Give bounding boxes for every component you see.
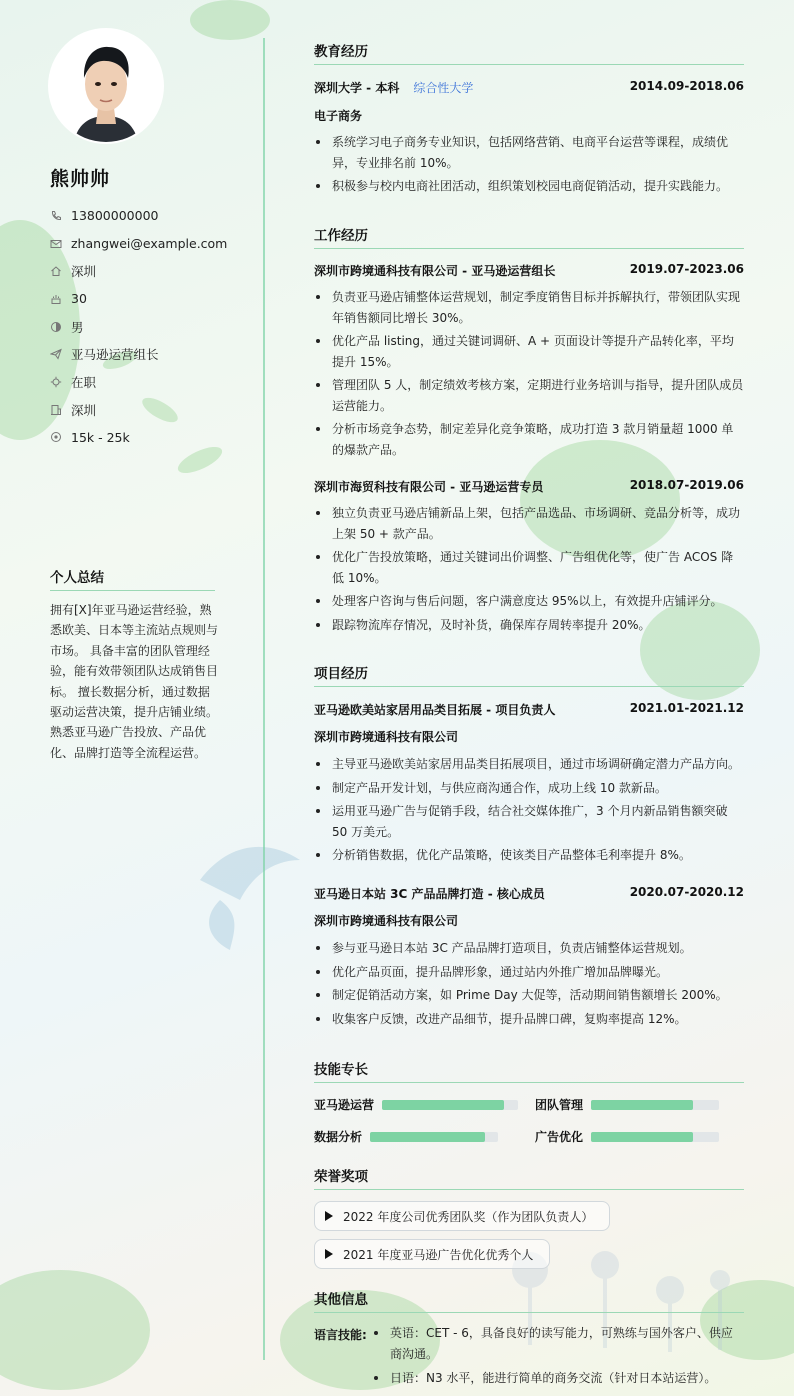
- skill-fill: [591, 1132, 693, 1142]
- list-item: 负责亚马逊店铺整体运营规划，制定季度销售目标并拆解执行，带领团队实现年销售额同比增长 30%。: [314, 287, 744, 328]
- job-row: [314, 478, 744, 495]
- project-date: 2020.07-2020.12: [629, 885, 744, 899]
- list-item: 积极参与校内电商社团活动，组织策划校园电商促销活动，提升实践能力。: [314, 176, 744, 197]
- info-city: [50, 396, 227, 424]
- email-value: zhangwei@example.com: [71, 236, 228, 252]
- home-icon: [50, 265, 62, 277]
- list-item: 优化广告投放策略，通过关键词出价调整、广告组优化等，使广告 ACOS 降低 10%。: [314, 547, 744, 588]
- education-bullets: [314, 132, 744, 200]
- position-value: 亚马逊运营组长: [71, 347, 159, 363]
- gender-value: 男: [71, 319, 84, 335]
- candidate-name: 熊帅帅: [50, 168, 111, 190]
- project-row: [314, 885, 744, 902]
- list-item: 运用亚马逊广告与促销手段，结合社交媒体推广，3 个月内新品销售额突破 50 万美元。: [314, 801, 744, 842]
- award-label: 2021 年度亚马逊广告优化优秀个人: [343, 1247, 534, 1262]
- job-row: [314, 262, 744, 279]
- info-phone: [50, 202, 227, 230]
- list-item: 分析销售数据，优化产品策略，使该类目产品整体毛利率提升 8%。: [314, 845, 744, 866]
- skill-item: [535, 1128, 719, 1145]
- education-school: 深圳大学 - 本科: [314, 81, 400, 95]
- info-email: [50, 230, 227, 258]
- send-icon: [50, 348, 62, 360]
- info-position: [50, 340, 227, 368]
- project-heading: 亚马逊日本站 3C 产品品牌打造 - 核心成员: [314, 887, 545, 901]
- avatar-portrait-icon: [50, 30, 162, 142]
- skill-name: 亚马逊运营: [314, 1098, 375, 1112]
- skill-name: 广告优化: [535, 1130, 584, 1144]
- language-list: [372, 1323, 744, 1393]
- contact-info-list: [50, 202, 227, 451]
- building-icon: [50, 404, 62, 416]
- list-item: 处理客户咨询与售后问题，客户满意度达 95%以上，有效提升店铺评分。: [314, 591, 744, 612]
- list-item: 系统学习电子商务专业知识，包括网络营销、电商平台运营等课程，成绩优异，专业排名前 10%。: [314, 132, 744, 173]
- cake-icon: [50, 293, 62, 305]
- summary-title: 个人总结: [50, 566, 215, 591]
- info-status: [50, 368, 227, 396]
- projects-title: 项目经历: [314, 662, 744, 687]
- list-item: 收集客户反馈，改进产品细节，提升品牌口碑，复购率提高 12%。: [314, 1009, 744, 1030]
- project-bullets: [314, 754, 744, 869]
- project-row: [314, 701, 744, 718]
- skill-item: [535, 1096, 719, 1113]
- project-company: 深圳市跨境通科技有限公司: [314, 730, 459, 744]
- list-item: 跟踪物流库存情况，及时补货，确保库存周转率提升 20%。: [314, 615, 744, 636]
- award-item[interactable]: [314, 1201, 610, 1231]
- skill-item: [314, 1128, 498, 1145]
- age-value: 30: [71, 291, 87, 307]
- skill-name: 团队管理: [535, 1098, 584, 1112]
- skill-fill: [382, 1100, 504, 1110]
- list-item: 分析市场竞争态势，制定差异化竞争策略，成功打造 3 款月销量超 1000 单的爆款产品。: [314, 419, 744, 460]
- list-item: 主导亚马逊欧美站家居用品类目拓展项目，通过市场调研确定潜力产品方向。: [314, 754, 744, 775]
- job-heading: 深圳市海贸科技有限公司 - 亚马逊运营专员: [314, 480, 544, 494]
- project-company: 深圳市跨境通科技有限公司: [314, 914, 459, 928]
- phone-value: 13800000000: [71, 208, 159, 224]
- city-value: 深圳: [71, 402, 97, 418]
- education-school-group: [314, 79, 473, 96]
- info-age: [50, 285, 227, 313]
- job-date: 2019.07-2023.06: [629, 262, 744, 276]
- info-gender: [50, 313, 227, 341]
- skill-fill: [370, 1132, 485, 1142]
- list-item: 优化产品页面，提升品牌形象，通过站内外推广增加品牌曝光。: [314, 962, 744, 983]
- skill-name: 数据分析: [314, 1130, 363, 1144]
- info-location: [50, 257, 227, 285]
- education-row: [314, 79, 744, 96]
- column-divider: [263, 38, 265, 1360]
- education-major: 电子商务: [314, 109, 363, 123]
- status-value: 在职: [71, 374, 97, 390]
- job-heading: 深圳市跨境通科技有限公司 - 亚马逊运营组长: [314, 264, 556, 278]
- status-icon: [50, 376, 62, 388]
- work-title: 工作经历: [314, 224, 744, 249]
- job-bullets: [314, 503, 744, 638]
- summary-text: 拥有[X]年亚马逊运营经验，熟悉欧美、日本等主流站点规则与市场。 具备丰富的团队管理经验，能有效带领团队达成销售目标。 擅长数据分析，通过数据驱动运营决策，提升店铺业绩。 熟悉亚马逊广告投放、产品优化、品牌打造等全流程运营。: [50, 603, 219, 760]
- awards-title: 荣誉奖项: [314, 1165, 744, 1190]
- other-title: 其他信息: [314, 1288, 744, 1313]
- avatar: [50, 30, 162, 142]
- list-item: 英语：CET - 6，具备良好的读写能力，可熟练与国外客户、供应商沟通。: [372, 1323, 744, 1364]
- expand-triangle-icon: [325, 1211, 333, 1221]
- skill-bar: [591, 1132, 719, 1142]
- mail-icon: [50, 238, 62, 250]
- left-column: [0, 0, 262, 1396]
- list-item: 参与亚马逊日本站 3C 产品品牌打造项目，负责店铺整体运营规划。: [314, 938, 744, 959]
- language-label: 语言技能:: [314, 1328, 367, 1342]
- phone-icon: [50, 210, 62, 222]
- list-item: 管理团队 5 人，制定绩效考核方案，定期进行业务培训与指导，提升团队成员运营能力。: [314, 375, 744, 416]
- list-item: 制定促销活动方案，如 Prime Day 大促等，活动期间销售额增长 200%。: [314, 985, 744, 1006]
- project-date: 2021.01-2021.12: [629, 701, 744, 715]
- expand-triangle-icon: [325, 1249, 333, 1259]
- education-tag: 综合性大学: [413, 81, 474, 95]
- list-item: 制定产品开发计划，与供应商沟通合作，成功上线 10 款新品。: [314, 778, 744, 799]
- education-date: 2014.09-2018.06: [629, 79, 744, 93]
- location-value: 深圳: [71, 264, 97, 280]
- gender-icon: [50, 321, 62, 333]
- list-item: 独立负责亚马逊店铺新品上架，包括产品选品、市场调研、竞品分析等，成功上架 50 + 款产品。: [314, 503, 744, 544]
- job-date: 2018.07-2019.06: [629, 478, 744, 492]
- project-heading: 亚马逊欧美站家居用品类目拓展 - 项目负责人: [314, 703, 556, 717]
- list-item: 优化产品 listing，通过关键词调研、A + 页面设计等提升产品转化率，平均提升 15%。: [314, 331, 744, 372]
- skill-fill: [591, 1100, 693, 1110]
- info-salary: [50, 424, 227, 452]
- skill-bar: [370, 1132, 498, 1142]
- list-item: 日语：N3 水平，能进行简单的商务交流（针对日本站运营）。: [372, 1368, 744, 1389]
- salary-icon: [50, 431, 62, 443]
- skill-item: [314, 1096, 518, 1113]
- award-label: 2022 年度公司优秀团队奖（作为团队负责人）: [343, 1209, 594, 1224]
- skill-bar: [591, 1100, 719, 1110]
- salary-value: 15k - 25k: [71, 429, 130, 445]
- skills-title: 技能专长: [314, 1058, 744, 1083]
- project-bullets: [314, 938, 744, 1032]
- award-item[interactable]: [314, 1239, 550, 1269]
- job-bullets: [314, 287, 744, 463]
- education-title: 教育经历: [314, 40, 744, 65]
- skill-bar: [382, 1100, 518, 1110]
